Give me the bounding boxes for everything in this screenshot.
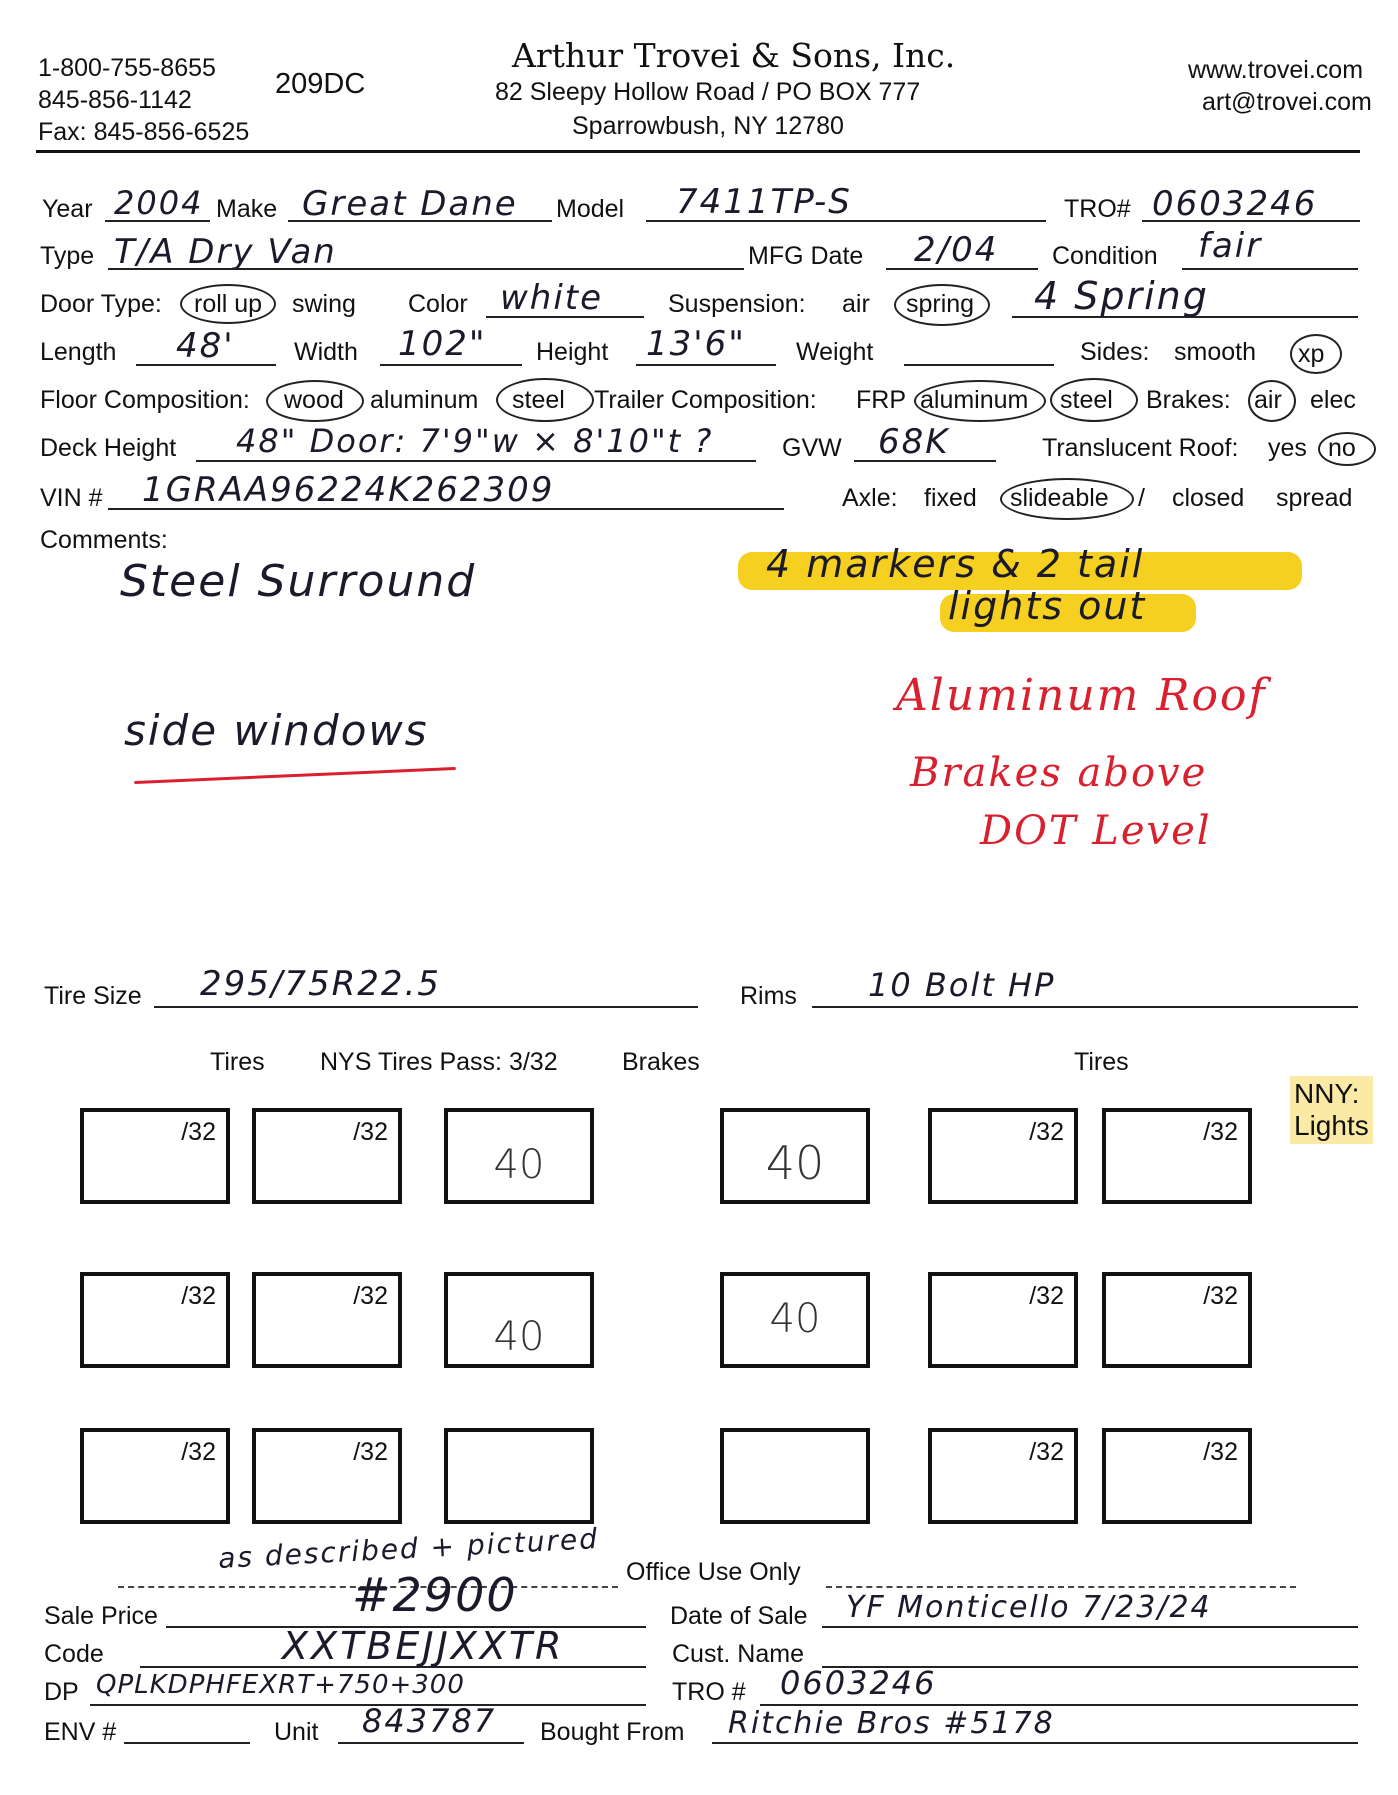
- translucent-roof-label: Translucent Roof:: [1042, 434, 1239, 462]
- tread-fraction: /32: [1029, 1282, 1064, 1310]
- office-use-label: Office Use Only: [626, 1558, 801, 1586]
- cust-name-label: Cust. Name: [672, 1640, 804, 1668]
- sides-xp-circle: [1290, 334, 1342, 374]
- color-value: white: [500, 278, 604, 318]
- tire-box-r3-c5[interactable]: [928, 1428, 1078, 1524]
- tro2-value: 0603246: [780, 1664, 937, 1702]
- axle-spread-option[interactable]: spread: [1276, 484, 1353, 512]
- vin-label: VIN #: [40, 484, 103, 512]
- translucent-no-option[interactable]: no: [1328, 434, 1356, 462]
- deck-height-label: Deck Height: [40, 434, 177, 462]
- tire-box-r3-c1[interactable]: [80, 1428, 230, 1524]
- company-address-1: 82 Sleepy Hollow Road / PO BOX 777: [495, 78, 921, 106]
- tire-box-r2-c5[interactable]: [928, 1272, 1078, 1368]
- brakes-label: Brakes:: [1146, 386, 1231, 414]
- bought-from-label: Bought From: [540, 1718, 685, 1746]
- date-of-sale-line: [822, 1626, 1358, 1628]
- bought-from-line: [712, 1742, 1358, 1744]
- rims-label: Rims: [740, 982, 797, 1010]
- tro2-label: TRO #: [672, 1678, 746, 1706]
- highlight-text-1: 4 markers & 2 tail: [766, 542, 1145, 586]
- bought-from-value: Ritchie Bros #5178: [728, 1706, 1055, 1741]
- sides-smooth-option[interactable]: smooth: [1174, 338, 1256, 366]
- floor-label: Floor Composition:: [40, 386, 250, 414]
- mfg-date-value: 2/04: [914, 230, 999, 270]
- as-described-note: as described + pictured: [217, 1522, 600, 1575]
- suspension-label: Suspension:: [668, 290, 806, 318]
- height-value: 13'6": [646, 324, 746, 364]
- brakes-elec-option[interactable]: elec: [1310, 386, 1356, 414]
- lights-label: Lights: [1294, 1110, 1369, 1141]
- brake-value: 40: [765, 1136, 825, 1190]
- model-label: Model: [556, 195, 625, 223]
- type-label: Type: [40, 242, 95, 270]
- office-dash-right: [826, 1586, 1296, 1588]
- tread-fraction: /32: [181, 1118, 216, 1146]
- tread-fraction: /32: [1203, 1118, 1238, 1146]
- door-swing-option[interactable]: swing: [292, 290, 356, 318]
- unit-value: 843787: [362, 1702, 497, 1740]
- tire-size-value: 295/75R22.5: [200, 964, 441, 1004]
- date-of-sale-value: YF Monticello 7/23/24: [846, 1590, 1212, 1625]
- brake-box-r2-left[interactable]: [444, 1272, 594, 1368]
- tro-label: TRO#: [1064, 195, 1131, 223]
- env-label: ENV #: [44, 1718, 117, 1746]
- brakes-air-circle: [1248, 380, 1296, 422]
- brakes-air-option[interactable]: air: [1254, 386, 1282, 414]
- deck-height-value: 48" Door: 7'9"w × 8'10"t ?: [236, 422, 714, 460]
- tire-box-r1-c2[interactable]: [252, 1108, 402, 1204]
- tread-fraction: /32: [353, 1118, 388, 1146]
- tread-fraction: /32: [181, 1282, 216, 1310]
- width-label: Width: [294, 338, 358, 366]
- tire-box-r1-c5[interactable]: [928, 1108, 1078, 1204]
- translucent-no-circle: [1318, 432, 1376, 466]
- fax: Fax: 845-856-6525: [38, 118, 250, 146]
- condition-value: fair: [1198, 226, 1263, 266]
- door-rollup-circle: [180, 284, 276, 324]
- tread-fraction: /32: [1029, 1438, 1064, 1466]
- floor-wood-circle: [266, 380, 364, 422]
- year-value: 2004: [114, 184, 204, 222]
- tread-fraction: /32: [1203, 1438, 1238, 1466]
- type-value: T/A Dry Van: [114, 232, 337, 272]
- door-rollup-option[interactable]: roll up: [194, 290, 263, 318]
- sale-price-value: #2900: [352, 1568, 518, 1622]
- floor-aluminum-option[interactable]: aluminum: [370, 386, 479, 414]
- nny-lights-note: [1290, 1076, 1373, 1144]
- dp-value: QPLKDPHFEXRT+750+300: [96, 1670, 465, 1700]
- tread-fraction: /32: [1203, 1282, 1238, 1310]
- suspension-air-option[interactable]: air: [842, 290, 870, 318]
- condition-label: Condition: [1052, 242, 1158, 270]
- phone-2: 845-856-1142: [38, 86, 192, 114]
- brakes-header: Brakes: [622, 1048, 700, 1076]
- weight-line: [904, 364, 1054, 366]
- phone-1: 1-800-755-8655: [38, 54, 216, 82]
- company-email: art@trovei.com: [1202, 88, 1372, 116]
- trailer-aluminum-circle: [914, 380, 1046, 422]
- comments-label: Comments:: [40, 526, 168, 554]
- color-label: Color: [408, 290, 468, 318]
- tread-fraction: /32: [353, 1282, 388, 1310]
- axle-separator: /: [1138, 484, 1145, 512]
- axle-slideable-circle: [1000, 478, 1134, 520]
- tires-right-header: Tires: [1074, 1048, 1129, 1076]
- floor-wood-option[interactable]: wood: [284, 386, 344, 414]
- company-name: Arthur Trovei & Sons, Inc.: [512, 36, 956, 75]
- floor-steel-circle: [496, 378, 594, 422]
- company-address-2: Sparrowbush, NY 12780: [572, 112, 844, 140]
- brake-box-r3-right[interactable]: [720, 1428, 870, 1524]
- sale-price-label: Sale Price: [44, 1602, 158, 1630]
- comment-red-underline: [134, 767, 456, 784]
- comment-side-windows: side windows: [124, 706, 429, 755]
- tire-box-r2-c1[interactable]: [80, 1272, 230, 1368]
- suspension-spring-circle: [894, 284, 990, 326]
- tire-size-label: Tire Size: [44, 982, 142, 1010]
- suspension-note-value: 4 Spring: [1034, 274, 1209, 318]
- tire-box-r3-c6[interactable]: [1102, 1428, 1252, 1524]
- tire-box-r2-c6[interactable]: [1102, 1272, 1252, 1368]
- tire-box-r1-c1[interactable]: [80, 1108, 230, 1204]
- code-label: Code: [44, 1640, 104, 1668]
- company-website: www.trovei.com: [1188, 56, 1364, 84]
- tread-fraction: /32: [181, 1438, 216, 1466]
- condition-line: [1182, 268, 1358, 270]
- deck-height-line: [196, 460, 756, 462]
- vin-value: 1GRAA96224K262309: [142, 470, 555, 510]
- length-value: 48': [176, 326, 235, 366]
- nny-label: NNY:: [1294, 1078, 1360, 1109]
- door-type-label: Door Type:: [40, 290, 162, 318]
- axle-closed-option[interactable]: closed: [1172, 484, 1245, 512]
- model-value: 7411TP-S: [676, 182, 852, 222]
- make-value: Great Dane: [302, 184, 518, 224]
- tire-size-line: [154, 1006, 698, 1008]
- header-rule: [36, 150, 1360, 153]
- mfg-date-label: MFG Date: [748, 242, 864, 270]
- gvw-value: 68K: [878, 422, 950, 462]
- sides-xp-option[interactable]: xp: [1298, 340, 1325, 368]
- weight-label: Weight: [796, 338, 874, 366]
- date-of-sale-label: Date of Sale: [670, 1602, 808, 1630]
- red-note-aluminum-roof: Aluminum Roof: [896, 670, 1267, 721]
- dp-label: DP: [44, 1678, 79, 1706]
- brake-box-r1-left[interactable]: [444, 1108, 594, 1204]
- brake-value: 40: [493, 1142, 545, 1188]
- red-note-brakes-above: Brakes above: [910, 750, 1208, 796]
- translucent-yes-option[interactable]: yes: [1268, 434, 1307, 462]
- highlight-text-2: lights out: [948, 584, 1147, 628]
- tire-box-r2-c2[interactable]: [252, 1272, 402, 1368]
- axle-slideable-option[interactable]: slideable: [1010, 484, 1109, 512]
- year-label: Year: [42, 195, 93, 223]
- height-label: Height: [536, 338, 609, 366]
- form-code: 209DC: [275, 68, 366, 100]
- length-label: Length: [40, 338, 117, 366]
- comment-steel-surround: Steel Surround: [120, 556, 477, 607]
- brake-box-r1-right[interactable]: [720, 1108, 870, 1204]
- tires-left-header: Tires: [210, 1048, 265, 1076]
- rims-line: [812, 1006, 1358, 1008]
- red-note-dot-level: DOT Level: [980, 808, 1212, 854]
- trailer-steel-option[interactable]: steel: [1060, 386, 1113, 414]
- make-label: Make: [216, 195, 278, 223]
- tire-box-r3-c2[interactable]: [252, 1428, 402, 1524]
- rims-value: 10 Bolt HP: [868, 966, 1056, 1004]
- axle-fixed-option[interactable]: fixed: [924, 484, 977, 512]
- floor-steel-option[interactable]: steel: [512, 386, 565, 414]
- height-line: [636, 364, 776, 366]
- suspension-spring-option[interactable]: spring: [906, 290, 975, 318]
- brake-box-r3-left[interactable]: [444, 1428, 594, 1524]
- trailer-composition-label: Trailer Composition:: [594, 386, 817, 414]
- width-line: [380, 364, 522, 366]
- axle-label: Axle:: [842, 484, 898, 512]
- width-value: 102": [398, 324, 487, 364]
- tread-fraction: /32: [1029, 1118, 1064, 1146]
- tire-box-r1-c6[interactable]: [1102, 1108, 1252, 1204]
- tro-value: 0603246: [1152, 184, 1318, 224]
- trailer-steel-circle: [1050, 378, 1138, 422]
- trailer-frp-option[interactable]: FRP: [856, 386, 906, 414]
- code-value: XXTBEJJXXTR: [282, 1624, 565, 1668]
- brake-value: 40: [493, 1314, 545, 1360]
- tread-fraction: /32: [353, 1438, 388, 1466]
- nys-tires-pass-header: NYS Tires Pass: 3/32: [320, 1048, 558, 1076]
- brake-value: 40: [769, 1296, 821, 1342]
- brake-box-r2-right[interactable]: [720, 1272, 870, 1368]
- unit-line: [338, 1742, 524, 1744]
- gvw-label: GVW: [782, 434, 842, 462]
- sides-label: Sides:: [1080, 338, 1150, 366]
- trailer-aluminum-option[interactable]: aluminum: [920, 386, 1029, 414]
- env-line: [124, 1742, 250, 1744]
- unit-label: Unit: [274, 1718, 319, 1746]
